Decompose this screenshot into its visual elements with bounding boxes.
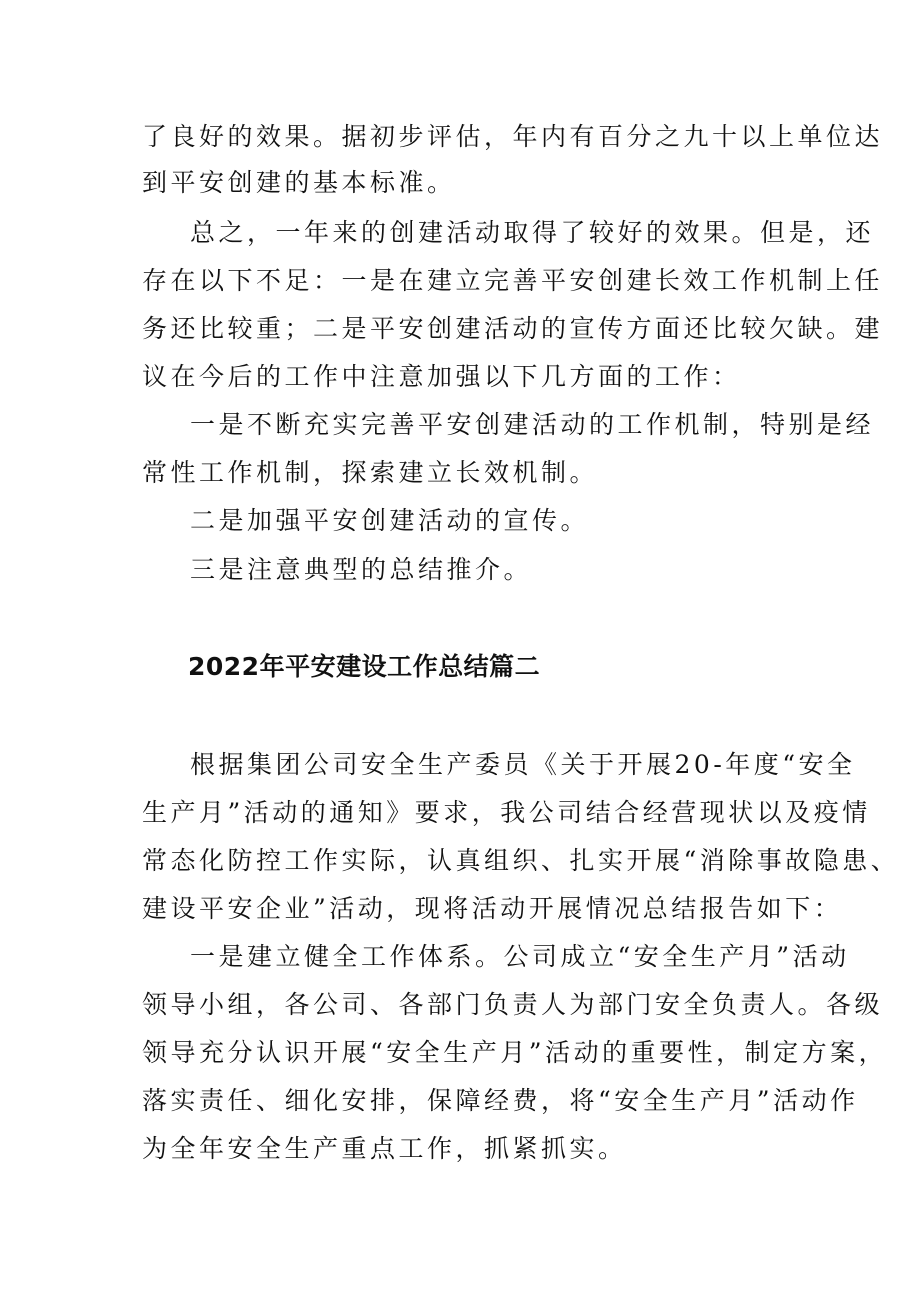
paragraph-line: 二是加强平安创建活动的宣传。 — [190, 506, 590, 535]
paragraph-line: 三是注意典型的总结推介。 — [190, 555, 533, 584]
paragraph-line: 为全年安全生产重点工作，抓紧抓实。 — [142, 1134, 627, 1163]
paragraph-line: 生产月”活动的通知》要求，我公司结合经营现状以及疫情 — [142, 798, 871, 827]
paragraph-line: 领导充分认识开展“安全生产月”活动的重要性，制定方案， — [142, 1038, 888, 1067]
paragraph-line: 议在今后的工作中注意加强以下几方面的工作： — [142, 362, 741, 391]
paragraph-line: 建设平安企业”活动，现将活动开展情况总结报告如下： — [142, 894, 843, 923]
paragraph-line: 一是建立健全工作体系。公司成立“安全生产月”活动 — [190, 942, 850, 971]
section-heading: 2022年平安建设工作总结篇二 — [188, 652, 541, 681]
paragraph-line: 领导小组，各公司、各部门负责人为部门安全负责人。各级 — [142, 990, 884, 1019]
paragraph-line: 一是不断充实完善平安创建活动的工作机制，特别是经 — [190, 410, 875, 439]
paragraph-line: 根据集团公司安全生产委员《关于开展20-年度“安全 — [190, 750, 856, 779]
paragraph-line: 落实责任、细化安排，保障经费，将“安全生产月”活动作 — [142, 1086, 859, 1115]
paragraph-line: 常性工作机制，探索建立长效机制。 — [142, 458, 599, 487]
paragraph-line: 了良好的效果。据初步评估，年内有百分之九十以上单位达 — [142, 122, 884, 151]
paragraph-line: 常态化防控工作实际，认真组织、扎实开展“消除事故隐患、 — [142, 846, 900, 875]
paragraph-line: 存在以下不足：一是在建立完善平安创建长效工作机制上任 — [142, 266, 884, 295]
paragraph-line: 到平安创建的基本标准。 — [142, 168, 456, 197]
paragraph-line: 总之，一年来的创建活动取得了较好的效果。但是，还 — [190, 218, 875, 247]
paragraph-line: 务还比较重；二是平安创建活动的宣传方面还比较欠缺。建 — [142, 314, 884, 343]
